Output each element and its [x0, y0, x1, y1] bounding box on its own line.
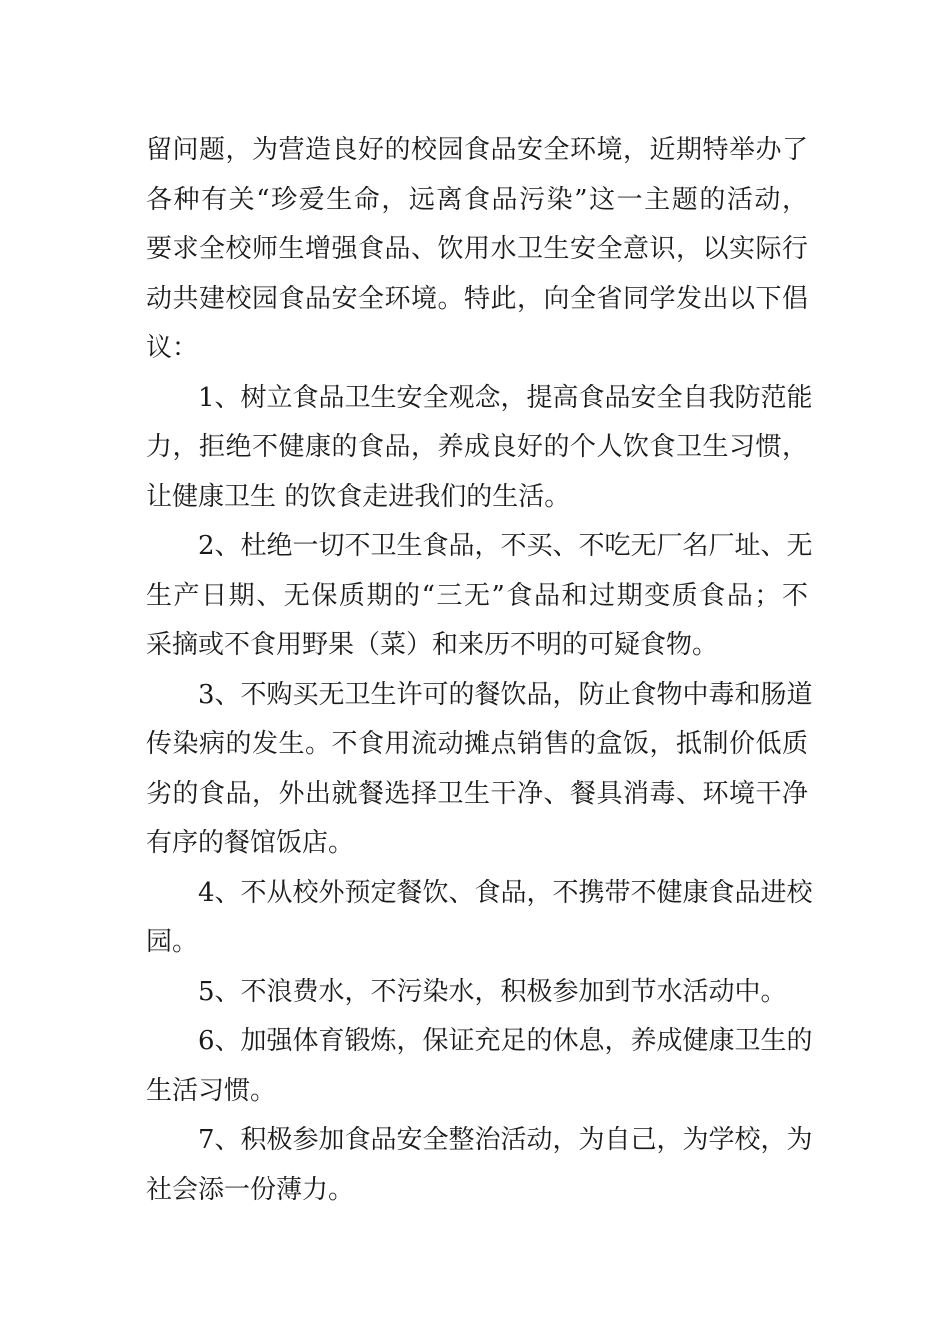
text-line: 5、不浪费水，不污染水，积极参加到节水活动中。 [198, 976, 787, 1007]
text-line: 让健康卫生 的饮食走进我们的生活。 [146, 481, 571, 512]
text-line: 劣的食品，外出就餐选择卫生干净、餐具消毒、环境干净 [146, 778, 808, 809]
text-line: 1、树立食品卫生安全观念，提高食品安全自我防范能 [198, 382, 813, 413]
text-line: 要求全校师生增强食品、饮用水卫生安全意识，以实际行 [146, 234, 808, 264]
paragraph [146, 522, 813, 671]
text-line: 2、杜绝一切不卫生食品，不买、不吃无厂名厂址、无 [198, 531, 813, 561]
text-line: 留问题，为营造良好的校园食品安全环境，近期特举办了 [146, 135, 808, 165]
text-line: 生产日期、无保质期的“三无”食品和过期变质食品；不 [146, 580, 808, 611]
text-line: 6、加强体育锻炼，保证充足的休息，养成健康卫生的 [198, 1026, 813, 1056]
document-body [146, 126, 813, 1215]
text-line: 力，拒绝不健康的食品，养成良好的个人饮食卫生习惯， [146, 432, 808, 462]
text-line: 采摘或不食用野果（菜）和来历不明的可疑食物。 [146, 630, 719, 660]
text-line: 园。 [146, 927, 199, 957]
paragraph [146, 374, 813, 523]
text-line: 动共建校园食品安全环境。特此，向全省同学发出以下倡 [146, 283, 808, 314]
text-line: 3、不购买无卫生许可的餐饮品，防止食物中毒和肠道 [198, 679, 813, 710]
paragraph [146, 869, 813, 968]
text-line: 有序的餐馆饭店。 [146, 828, 355, 858]
paragraph [146, 1116, 813, 1215]
paragraph [146, 1017, 813, 1116]
text-line: 生活习惯。 [146, 1075, 277, 1106]
text-line: 7、积极参加食品安全整治活动，为自己，为学校，为 [198, 1125, 813, 1155]
text-line: 传染病的发生。不食用流动摊点销售的盒饭，抵制价低质 [146, 729, 808, 759]
paragraph [146, 671, 813, 869]
paragraph [146, 126, 808, 374]
text-line: 4、不从校外预定餐饮、食品，不携带不健康食品进校 [198, 877, 813, 908]
text-line: 社会添一份薄力。 [146, 1174, 355, 1205]
text-line: 议： [146, 333, 199, 363]
paragraph [146, 968, 808, 1018]
text-line: 各种有关“珍爱生命，远离食品污染”这一主题的活动， [146, 184, 808, 215]
